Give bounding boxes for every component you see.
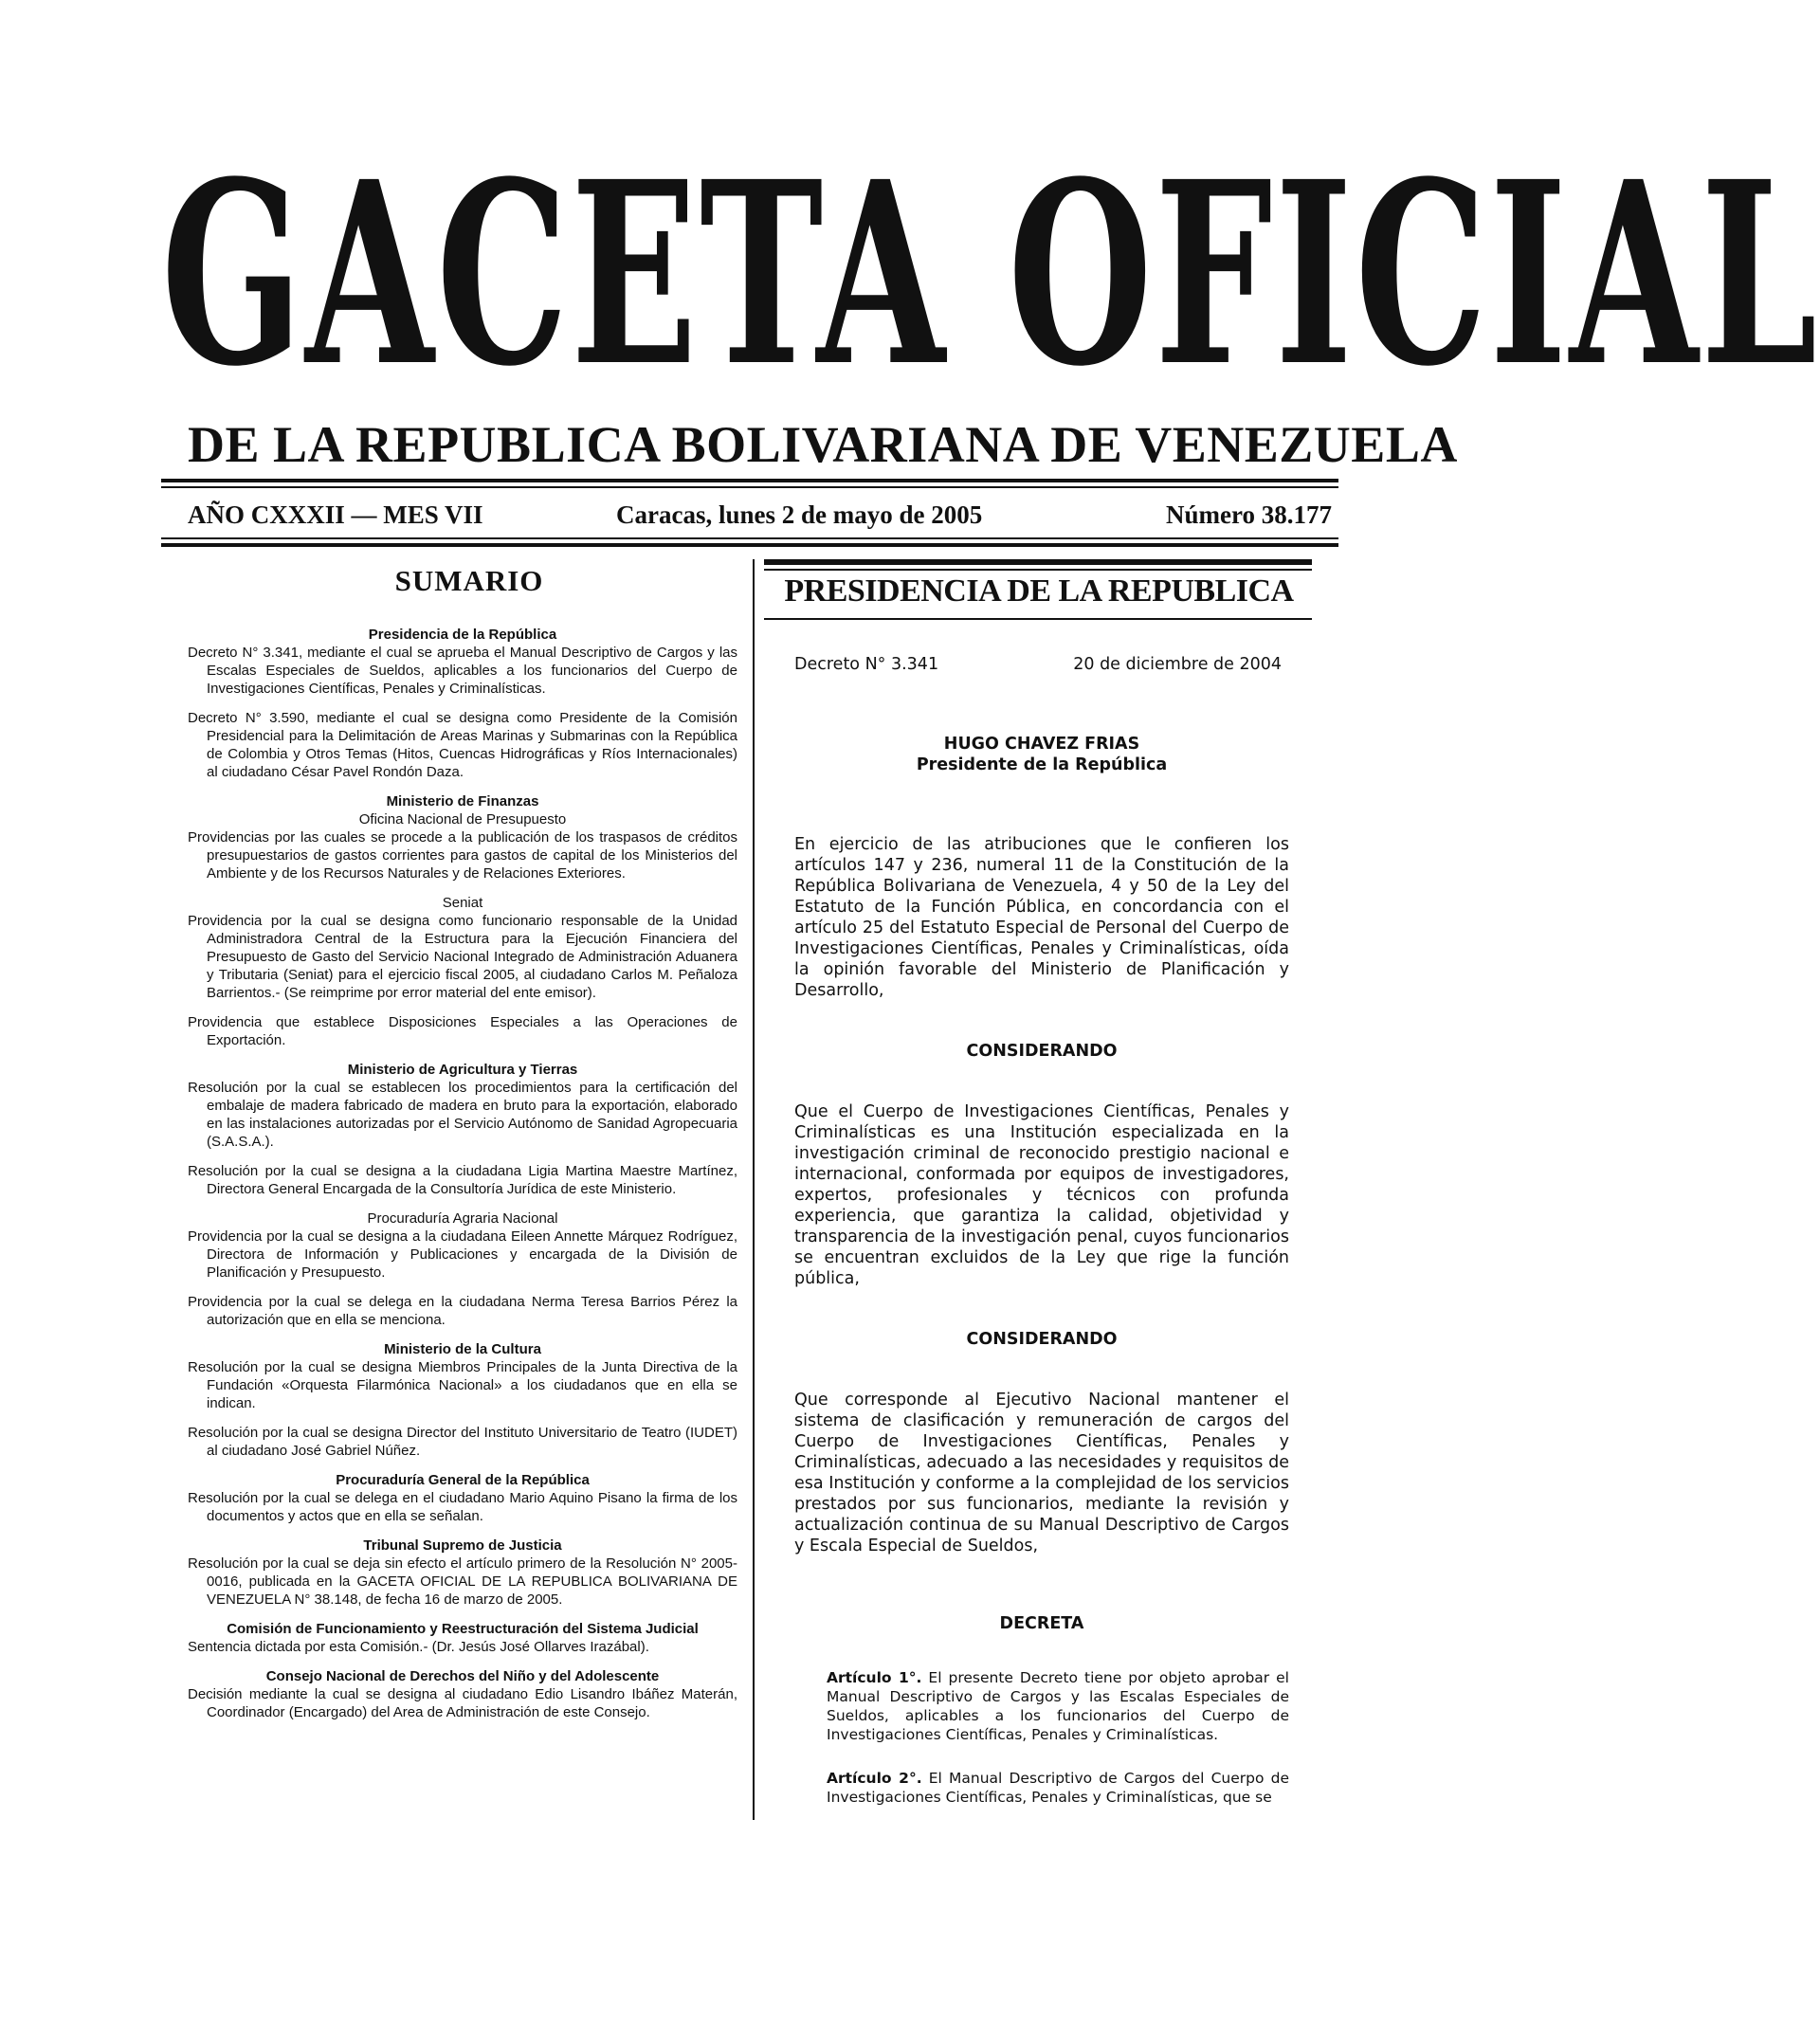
section-rule-top-thin — [764, 569, 1312, 571]
considerando-paragraph-2: Que corresponde al Ejecutivo Nacional mantener el sistema de clasificación y remuneración de cargos del Cuerpo de Investigaciones Científicas, Penales y Criminalísticas, adecuado a las necesidades y requisitos de esa Institución y conforme a la complejidad de los servicios prestados por sus funcionarios, mediante la revisión y actualización continua de su Manual Descriptivo de Cargos y Escala Especial de Sueldos, — [794, 1391, 1289, 1555]
meta-rule-thin — [161, 537, 1338, 539]
summary-section-heading: Ministerio de Agricultura y Tierras — [347, 1062, 578, 1078]
preamble-paragraph: En ejercicio de las atribuciones que le confieren los artículos 147 y 236, numeral 11 de la Constitución de la República Bolivariana de Venezuela, 4 y 50 de la Ley del Estatuto de la Función Pública, en concordancia con el artículo 25 del Estatuto Especial de Personal del Cuerpo de Investigaciones Científicas, Penales y Criminalísticas, oída la opinión favorable del Ministerio de Planificación y Desarrollo, — [794, 835, 1289, 1000]
summary-list — [188, 626, 737, 1721]
summary-entry: Providencia que establece Disposiciones Especiales a las Operaciones de Exportación. — [188, 1014, 737, 1048]
summary-entry: Decisión mediante la cual se designa al ciudadano Edio Lisandro Ibáñez Materán, Coordinador (Encargado) del Area de Administración de este Consejo. — [188, 1686, 737, 1720]
summary-title: SUMARIO — [394, 564, 544, 597]
summary-section-heading: Tribunal Supremo de Justicia — [363, 1537, 562, 1554]
decree-header — [794, 654, 1289, 675]
summary-entry: Providencia por la cual se delega en la ciudadana Nerma Teresa Barrios Pérez la autorización que en ella se menciona. — [188, 1294, 737, 1328]
article-1-label: Artículo 1°. — [827, 1669, 922, 1686]
summary-section-heading: Comisión de Funcionamiento y Reestructuración del Sistema Judicial — [227, 1621, 699, 1637]
considerando-heading-1: CONSIDERANDO — [966, 1042, 1118, 1061]
issue-year-month: AÑO CXXXII — MES VII — [188, 500, 483, 529]
summary-section-heading: Consejo Nacional de Derechos del Niño y del Adolescente — [265, 1668, 660, 1684]
article-1 — [794, 1668, 1289, 1744]
top-rule-thick — [161, 479, 1338, 482]
summary-section-subheading: Procuraduría Agraria Nacional — [367, 1210, 558, 1227]
summary-entry: Sentencia dictada por esta Comisión.- (Dr. Jesús José Ollarves Irazábal). — [188, 1639, 649, 1655]
article-2-text: El Manual Descriptivo de Cargos del Cuerpo de Investigaciones Científicas, Penales y Criminalísticas, que se — [827, 1770, 1289, 1806]
considerando-heading-2: CONSIDERANDO — [966, 1330, 1118, 1349]
summary-entry: Decreto N° 3.341, mediante el cual se aprueba el Manual Descriptivo de Cargos y las Escalas Especiales de Sueldos, aplicables a los funcionarios del Cuerpo de Investigaciones Científicas, Penales y Criminalísticas. — [188, 645, 737, 697]
section-rule-top — [764, 559, 1312, 565]
article-1-text: El presente Decreto tiene por objeto aprobar el Manual Descriptivo de Cargos y las Escalas Especiales de Sueldos, aplicables a los funcionarios del Cuerpo de Investigaciones Científicas, Penales y Criminalísticas. — [827, 1669, 1289, 1743]
signatory-name: HUGO CHAVEZ FRIAS — [943, 735, 1140, 754]
section-title: PRESIDENCIA DE LA REPUBLICA — [784, 573, 1294, 609]
masthead-title: GACETA OFICIAL — [161, 127, 1820, 422]
summary-section-heading: Ministerio de Finanzas — [386, 793, 539, 809]
masthead-subtitle: DE LA REPUBLICA BOLIVARIANA DE VENEZUELA — [188, 416, 1458, 473]
summary-entry: Decreto N° 3.590, mediante el cual se designa como Presidente de la Comisión Presidencial para la Delimitación de Areas Marinas y Submarinas con la República de Colombia y Otros Temas (Hitos, Cuencas Hidrográficas y Ríos Internacionales) al ciudadano César Pavel Rondón Daza. — [188, 710, 737, 780]
summary-entry: Resolución por la cual se designa Miembros Principales de la Junta Directiva de la Fundación «Orquesta Filarmónica Nacional» a los ciudadanos que en ella se indican. — [188, 1359, 737, 1411]
issue-place-date: Caracas, lunes 2 de mayo de 2005 — [616, 500, 983, 529]
decreta-heading: DECRETA — [999, 1614, 1084, 1633]
summary-entry: Resolución por la cual se designa a la ciudadana Ligia Martina Maestre Martínez, Directora General Encargada de la Consultoría Jurídica de este Ministerio. — [188, 1163, 737, 1197]
signatory-title: Presidente de la República — [916, 755, 1168, 774]
summary-section-heading: Ministerio de la Cultura — [384, 1341, 541, 1357]
section-rule-bottom — [764, 618, 1312, 620]
article-2 — [794, 1769, 1289, 1807]
summary-entry: Resolución por la cual se designa Director del Instituto Universitario de Teatro (IUDET) al ciudadano José Gabriel Núñez. — [188, 1425, 737, 1459]
considerando-paragraph-1: Que el Cuerpo de Investigaciones Científicas, Penales y Criminalísticas es una Institución especializada en la investigación criminal de reconocido prestigio nacional e internacional, conformada por equipos de investigadores, expertos, profesionales y técnicos con profunda experiencia, que garantiza la calidad, objetividad y transparencia de la investigación penal, cuyos funcionarios se encuentran excluidos de la Ley que rige la función pública, — [794, 1102, 1289, 1288]
column-divider — [753, 559, 755, 1820]
top-rule-thin — [161, 486, 1338, 488]
issue-number: Número 38.177 — [1166, 500, 1332, 529]
decree-body — [794, 654, 1289, 1807]
summary-entry: Resolución por la cual se deja sin efecto el artículo primero de la Resolución N° 2005-0016, publicada en la GACETA OFICIAL DE LA REPUBLICA BOLIVARIANA DE VENEZUELA N° 38.148, de fecha 16 de marzo de 2005. — [188, 1555, 737, 1608]
article-2-label: Artículo 2°. — [827, 1770, 922, 1787]
summary-section-subheading: Oficina Nacional de Presupuesto — [358, 811, 567, 828]
summary-entry: Providencia por la cual se designa como funcionario responsable de la Unidad Administradora Central de la Estructura para la Ejecución Financiera del Presupuesto de Gasto del Servicio Nacional Integrado de Administración Aduanera y Tributaria (Seniat) para el ejercicio fiscal 2005, al ciudadano Carlos M. Peñaloza Barrientos.- (Se reimprime por error material del ente emisor). — [188, 913, 737, 1001]
summary-section-heading: Presidencia de la República — [368, 627, 557, 643]
decree-date: 20 de diciembre de 2004 — [1073, 655, 1282, 674]
summary-entry: Resolución por la cual se establecen los procedimientos para la certificación del embalaje de madera fabricado de madera en bruto para la exportación, elaborado en las instalaciones autorizadas por el Servicio Autónomo de Sanidad Agropecuaria (S.A.S.A.). — [188, 1080, 737, 1150]
summary-entry: Providencias por las cuales se procede a la publicación de los traspasos de créditos presupuestarios de gastos corrientes para gastos de capital de los Ministerios del Ambiente y de los Recursos Naturales y de Relaciones Exteriores. — [188, 829, 737, 882]
summary-section-heading: Procuraduría General de la República — [336, 1472, 590, 1488]
summary-section-subheading: Seniat — [442, 895, 483, 911]
summary-entry: Resolución por la cual se delega en el ciudadano Mario Aquino Pisano la firma de los documentos y actos que en ella se señalan. — [188, 1490, 737, 1524]
summary-entry: Providencia por la cual se designa a la ciudadana Eileen Annette Márquez Rodríguez, Directora de Información y Publicaciones y encargada de la División de Planificación y Presupuesto. — [188, 1228, 737, 1281]
decree-number: Decreto N° 3.341 — [794, 655, 939, 674]
meta-rule-thick — [161, 543, 1338, 547]
